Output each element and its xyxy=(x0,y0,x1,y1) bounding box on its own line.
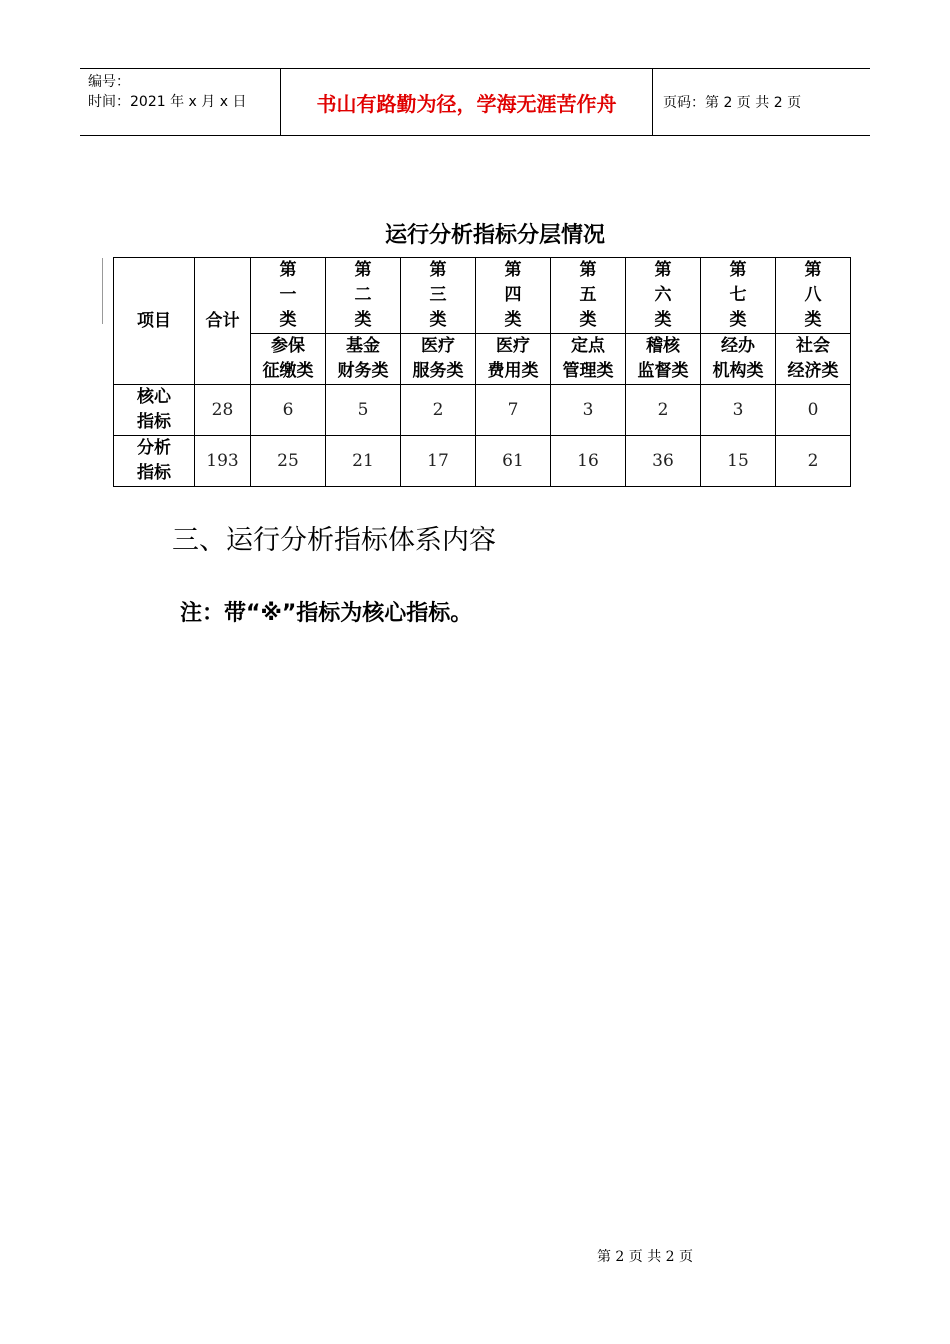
table-cell: 3 xyxy=(551,385,626,436)
table-title: 运行分析指标分层情况 xyxy=(384,223,605,248)
table-cell: 36 xyxy=(626,436,701,487)
table-cell: 17 xyxy=(401,436,476,487)
category-6: 第 六 类 xyxy=(626,258,701,334)
table-cell: 2 xyxy=(626,385,701,436)
category-1-name: 参保 征缴类 xyxy=(251,334,326,385)
table-cell: 61 xyxy=(476,436,551,487)
header-meta xyxy=(80,69,281,135)
table-cell: 7 xyxy=(476,385,551,436)
table-cell: 6 xyxy=(251,385,326,436)
category-4-name: 医疗 费用类 xyxy=(476,334,551,385)
category-8: 第 八 类 xyxy=(776,258,851,334)
category-7-name: 经办 机构类 xyxy=(701,334,776,385)
page-footer: 第 2 页 共 2 页 xyxy=(596,1249,694,1265)
table-cell: 2 xyxy=(776,436,851,487)
margin-mark xyxy=(102,258,103,324)
category-2: 第 二 类 xyxy=(326,258,401,334)
row-label: 核心 指标 xyxy=(114,385,195,436)
table-header-row xyxy=(114,258,851,334)
category-5: 第 五 类 xyxy=(551,258,626,334)
row-label: 分析 指标 xyxy=(114,436,195,487)
note-text: 注：带“※”指标为核心指标。 xyxy=(180,601,473,626)
table-cell: 2 xyxy=(401,385,476,436)
table-cell: 3 xyxy=(701,385,776,436)
table-cell: 16 xyxy=(551,436,626,487)
table-cell: 0 xyxy=(776,385,851,436)
table-cell: 5 xyxy=(326,385,401,436)
row-total: 193 xyxy=(195,436,251,487)
category-3: 第 三 类 xyxy=(401,258,476,334)
document-number-label: 编号： xyxy=(88,74,130,90)
document-time-label: 时间：2021 年 x 月 x 日 xyxy=(88,94,247,110)
category-3-name: 医疗 服务类 xyxy=(401,334,476,385)
category-4: 第 四 类 xyxy=(476,258,551,334)
table-cell: 21 xyxy=(326,436,401,487)
indicator-table xyxy=(113,257,851,487)
header-item: 项目 xyxy=(114,258,195,385)
row-total: 28 xyxy=(195,385,251,436)
table-row xyxy=(114,385,851,436)
category-2-name: 基金 财务类 xyxy=(326,334,401,385)
category-1: 第 一 类 xyxy=(251,258,326,334)
category-7: 第 七 类 xyxy=(701,258,776,334)
table-cell: 15 xyxy=(701,436,776,487)
header-total: 合计 xyxy=(195,258,251,385)
table-cell: 25 xyxy=(251,436,326,487)
category-6-name: 稽核 监督类 xyxy=(626,334,701,385)
page-header xyxy=(80,68,870,136)
section-heading: 三、运行分析指标体系内容 xyxy=(172,525,496,556)
category-5-name: 定点 管理类 xyxy=(551,334,626,385)
table-row xyxy=(114,436,851,487)
category-8-name: 社会 经济类 xyxy=(776,334,851,385)
header-page-info: 页码：第 2 页 共 2 页 xyxy=(663,95,802,111)
header-motto: 书山有路勤为径，学海无涯苦作舟 xyxy=(281,69,653,135)
